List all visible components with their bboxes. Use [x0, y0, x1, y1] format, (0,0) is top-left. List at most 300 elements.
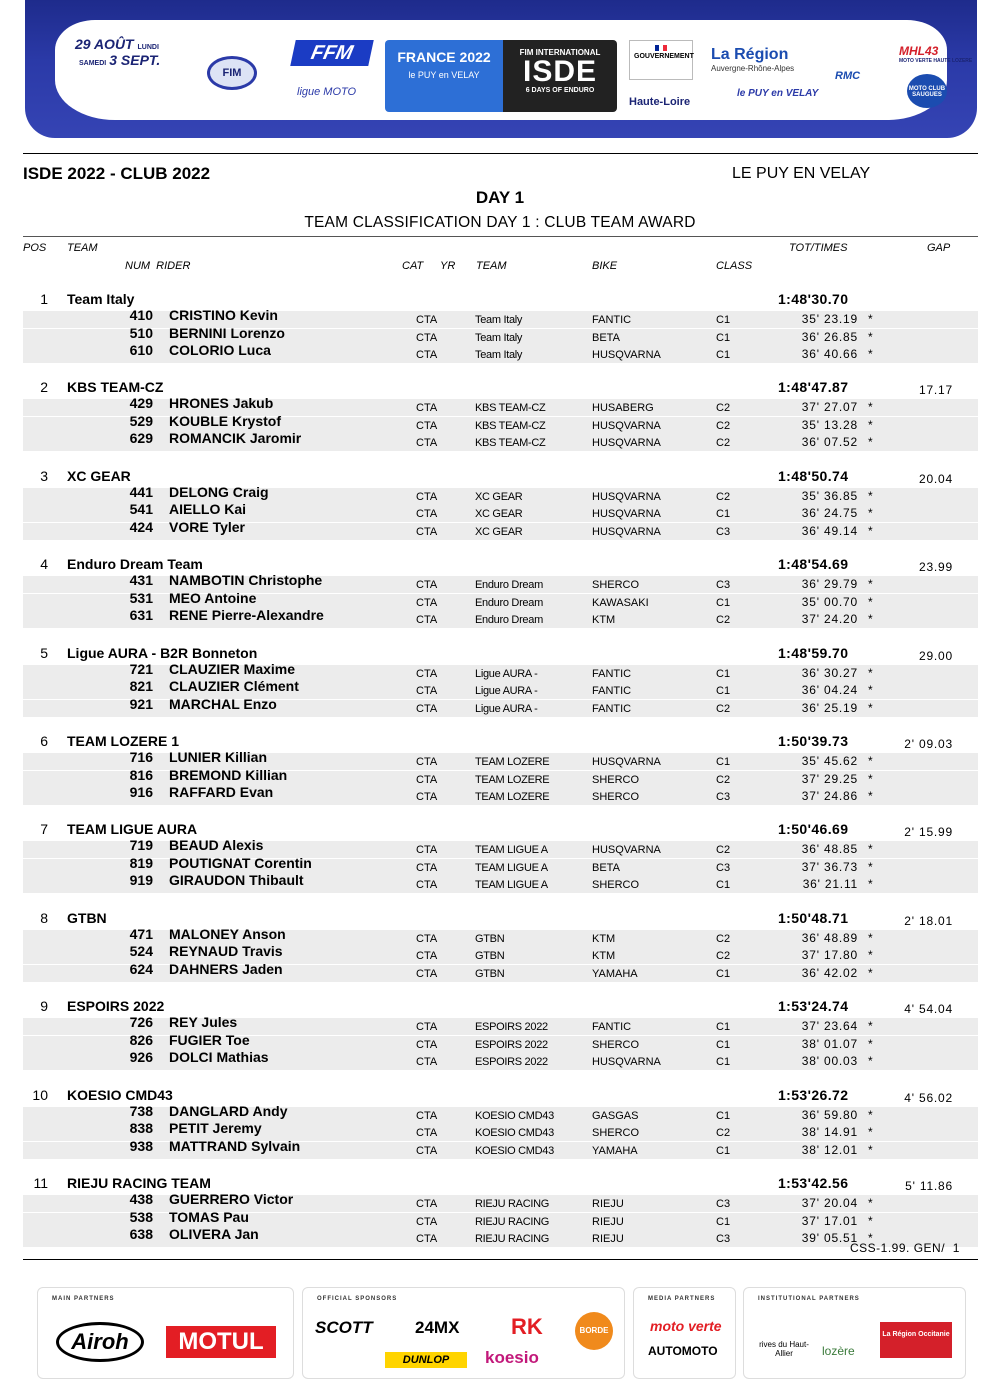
team-row [23, 380, 978, 397]
counted-marker: * [868, 417, 873, 432]
rk-logo: RK [511, 1314, 543, 1339]
rider-team: XC GEAR [475, 490, 523, 503]
rider-bike: HUSQVARNA [592, 525, 661, 538]
rider-name: PETIT Jeremy [169, 1120, 262, 1137]
rider-class: C1 [716, 967, 731, 980]
rider-time: 36' 04.24 [801, 683, 858, 698]
rider-bike: HUSQVARNA [592, 844, 661, 857]
moto-club-saugues-logo: MOTO CLUB SAUGUES [907, 74, 947, 108]
rider-class: C2 [716, 702, 731, 715]
rider-name: MARCHAL Enzo [169, 695, 277, 712]
counted-marker: * [868, 1196, 873, 1210]
rider-team: KOESIO CMD43 [475, 1109, 554, 1122]
team-position: 11 [33, 1175, 48, 1191]
rider-name: DELONG Craig [169, 483, 269, 500]
team-row [23, 999, 978, 1016]
rider-row [23, 324, 978, 346]
rider-name: RAFFARD Evan [169, 784, 274, 800]
counted-marker: * [868, 965, 873, 980]
col-team: TEAM [67, 242, 98, 254]
rider-time: 35' 13.28 [801, 417, 858, 432]
rider-row [23, 430, 978, 451]
rider-category: CTA [416, 1198, 438, 1210]
rider-number: 721 [129, 660, 153, 677]
rider-team: TEAM LIGUE A [475, 879, 548, 892]
team-name: XC GEAR [67, 467, 131, 484]
rider-bike: HUSABERG [592, 402, 654, 415]
team-row [23, 469, 978, 486]
rider-team: ESPOIRS 2022 [475, 1038, 548, 1051]
rider-name: BREMOND Killian [169, 766, 288, 783]
team-row [23, 1176, 978, 1193]
counted-marker: * [868, 312, 873, 326]
rider-time: 35' 23.19 [801, 312, 858, 326]
rider-row [23, 660, 978, 682]
rider-name: MALONEY Anson [169, 925, 286, 942]
rider-time: 38' 12.01 [801, 1142, 858, 1157]
rider-bike: SHERCO [592, 1038, 640, 1051]
rider-bike: KTM [592, 932, 616, 945]
rider-number: 726 [129, 1014, 153, 1031]
rider-class: C2 [716, 932, 731, 945]
counted-marker: * [868, 789, 873, 803]
rider-category: CTA [416, 791, 438, 803]
rider-team: Enduro Dream [475, 596, 543, 609]
rider-class: C1 [716, 349, 731, 361]
rider-team: RIEJU RACING [475, 1215, 550, 1228]
rider-number: 738 [129, 1102, 153, 1119]
rider-number: 819 [129, 854, 153, 871]
rider-class: C1 [716, 314, 731, 326]
rider-number: 538 [129, 1208, 153, 1225]
rider-class: C2 [716, 773, 731, 786]
rider-category: CTA [416, 773, 438, 786]
rider-time: 37' 23.64 [801, 1019, 858, 1034]
rider-time: 36' 24.75 [801, 506, 858, 521]
rider-category: CTA [416, 702, 438, 715]
rider-name: OLIVERA Jan [169, 1226, 259, 1242]
rider-name: MEO Antoine [169, 589, 257, 606]
rider-name: GUERRERO Victor [169, 1191, 294, 1207]
rider-class: C2 [716, 402, 731, 415]
counted-marker: * [868, 577, 873, 592]
rider-bike: HUSQVARNA [592, 1056, 661, 1069]
header-banner [25, 0, 977, 138]
rider-number: 624 [129, 960, 153, 977]
rider-row [23, 1120, 978, 1141]
rider-name: TOMAS Pau [169, 1208, 249, 1225]
rider-row [23, 589, 978, 611]
rider-number: 631 [129, 607, 153, 624]
rider-name: REY Jules [169, 1014, 238, 1031]
rider-category: CTA [416, 525, 438, 538]
team-row [23, 646, 978, 663]
rider-name: DAHNERS Jaden [169, 960, 283, 977]
rider-time: 37' 36.73 [801, 859, 858, 874]
counted-marker: * [868, 1036, 873, 1051]
rider-row [23, 1226, 978, 1247]
rider-number: 716 [129, 749, 153, 765]
rider-category: CTA [416, 596, 438, 609]
rider-class: C1 [716, 1056, 731, 1069]
rider-number: 441 [129, 483, 153, 500]
rider-class: C1 [716, 756, 731, 768]
team-total-time: 1:48'59.70 [778, 644, 849, 661]
team-total-time: 1:50'39.73 [778, 733, 849, 749]
rider-time: 36' 29.79 [801, 577, 858, 592]
counted-marker: * [868, 612, 873, 627]
rider-number: 938 [129, 1137, 153, 1154]
rider-name: BERNINI Lorenzo [169, 324, 285, 341]
event-dates: 29 AOÛT LUNDI SAMEDI 3 SEPT. [75, 36, 161, 68]
rider-team: GTBN [475, 967, 505, 980]
rider-category: CTA [416, 402, 438, 415]
rider-name: ROMANCIK Jaromir [169, 430, 302, 447]
rider-category: CTA [416, 685, 438, 698]
rider-row [23, 1208, 978, 1230]
rider-number: 629 [129, 430, 153, 447]
rider-row [23, 607, 978, 628]
rider-class: C1 [716, 331, 731, 344]
dunlop-logo: DUNLOP [385, 1352, 467, 1368]
rider-row [23, 395, 978, 416]
rider-bike: FANTIC [592, 667, 632, 680]
rider-category: CTA [416, 1109, 438, 1122]
rider-bike: FANTIC [592, 685, 632, 698]
rider-class: C1 [716, 508, 731, 521]
rider-name: GIRAUDON Thibault [169, 872, 304, 889]
rider-team: Enduro Dream [475, 579, 543, 592]
rider-bike: HUSQVARNA [592, 437, 661, 450]
rider-team: GTBN [475, 950, 505, 963]
team-gap: 4' 56.02 [904, 1090, 953, 1105]
rider-name: COLORIO Luca [169, 342, 271, 358]
rider-class: C2 [716, 419, 731, 432]
rider-number: 826 [129, 1031, 153, 1048]
team-total-time: 1:50'46.69 [778, 821, 849, 838]
rider-team: KOESIO CMD43 [475, 1144, 554, 1157]
rider-number: 429 [129, 395, 153, 412]
rider-time: 36' 25.19 [801, 700, 858, 715]
region-logo: La Région Auvergne-Rhône-Alpes [711, 46, 795, 73]
rider-bike: FANTIC [592, 1021, 632, 1034]
rider-bike: HUSQVARNA [592, 349, 661, 361]
team-position: 2 [40, 379, 48, 396]
team-gap: 2' 09.03 [904, 737, 953, 751]
col-pos: POS [23, 242, 47, 254]
rider-bike: HUSQVARNA [592, 756, 661, 768]
rider-time: 36' 48.85 [801, 842, 858, 857]
rider-row [23, 872, 978, 893]
rider-number: 638 [129, 1226, 153, 1242]
table-divider-bottom [23, 1259, 978, 1260]
rider-category: CTA [416, 437, 438, 450]
rider-team: TEAM LIGUE A [475, 844, 548, 857]
rider-team: XC GEAR [475, 508, 523, 521]
rider-time: 37' 27.07 [801, 400, 858, 415]
rider-category: CTA [416, 508, 438, 521]
rider-name: CRISTINO Kevin [169, 307, 278, 323]
rider-number: 541 [129, 501, 153, 518]
rider-row [23, 1137, 978, 1159]
rider-row [23, 1191, 978, 1212]
rider-category: CTA [416, 419, 438, 432]
rider-bike: FANTIC [592, 702, 632, 715]
counted-marker: * [868, 877, 873, 892]
rider-class: C1 [716, 1215, 731, 1228]
rider-number: 838 [129, 1120, 153, 1137]
rider-name: NAMBOTIN Christophe [169, 572, 323, 589]
rider-row [23, 837, 978, 858]
team-row [23, 734, 978, 751]
counted-marker: * [868, 347, 873, 361]
rider-class: C1 [716, 596, 731, 609]
col-team-2: TEAM [476, 260, 507, 272]
rider-number: 816 [129, 766, 153, 783]
airoh-logo: Airoh [56, 1322, 144, 1362]
team-name: KOESIO CMD43 [67, 1086, 173, 1103]
rider-team: ESPOIRS 2022 [475, 1021, 548, 1034]
rider-class: C3 [716, 579, 731, 592]
counted-marker: * [868, 859, 873, 874]
rider-bike: KTM [592, 614, 616, 627]
rider-bike: SHERCO [592, 1127, 640, 1140]
counted-marker: * [868, 1019, 873, 1034]
rider-bike: SHERCO [592, 791, 640, 803]
rider-team: Team Italy [475, 314, 523, 326]
rider-row [23, 943, 978, 964]
counted-marker: * [868, 329, 873, 344]
rider-bike: YAMAHA [592, 967, 638, 980]
col-num-rider: NUM RIDER [125, 260, 191, 272]
team-position: 9 [40, 998, 48, 1015]
rider-time: 36' 59.80 [801, 1107, 858, 1122]
rider-number: 531 [129, 589, 153, 606]
motul-logo: MOTUL [166, 1326, 276, 1358]
rider-team: ESPOIRS 2022 [475, 1056, 548, 1069]
rider-category: CTA [416, 950, 438, 963]
counted-marker: * [868, 523, 873, 538]
main-partners-box: MAIN PARTNERS Airoh MOTUL [37, 1287, 294, 1379]
team-position: 8 [40, 909, 48, 926]
moto-verte-logo: moto verte [650, 1318, 722, 1334]
rider-number: 431 [129, 572, 153, 589]
rider-time: 36' 48.89 [801, 930, 858, 945]
col-bike: BIKE [592, 260, 618, 272]
rider-bike: KAWASAKI [592, 596, 649, 609]
col-gap: GAP [927, 242, 951, 254]
rider-class: C1 [716, 1038, 731, 1051]
rider-team: KOESIO CMD43 [475, 1127, 554, 1140]
team-gap: 4' 54.04 [904, 1002, 953, 1017]
rider-team: TEAM LOZERE [475, 756, 550, 768]
rider-row [23, 960, 978, 982]
team-name: GTBN [67, 909, 107, 926]
rider-team: TEAM LIGUE A [475, 861, 548, 874]
counted-marker: * [868, 435, 873, 450]
koesio-logo: koesio [485, 1348, 539, 1367]
rider-time: 36' 30.27 [801, 665, 858, 680]
team-row [23, 1088, 978, 1105]
team-gap: 23.99 [918, 560, 953, 575]
rider-number: 921 [129, 695, 153, 712]
rider-team: KBS TEAM-CZ [475, 419, 546, 432]
counted-marker: * [868, 665, 873, 680]
rider-bike: KTM [592, 950, 616, 963]
rider-name: KOUBLE Krystof [169, 412, 282, 429]
rider-number: 610 [129, 342, 153, 358]
team-gap: 17.17 [918, 383, 953, 398]
rider-category: CTA [416, 967, 438, 980]
rider-bike: SHERCO [592, 579, 640, 592]
rider-class: C1 [716, 1109, 731, 1122]
rider-team: Team Italy [475, 349, 523, 361]
col-tot-times: TOT/TIMES [789, 242, 848, 254]
rider-category: CTA [416, 844, 438, 857]
rider-team: KBS TEAM-CZ [475, 402, 546, 415]
rider-number: 529 [129, 412, 153, 429]
rider-number: 821 [129, 678, 153, 695]
counted-marker: * [868, 842, 873, 857]
rider-time: 37' 24.86 [801, 789, 858, 803]
counted-marker: * [868, 683, 873, 698]
counted-marker: * [868, 930, 873, 945]
rider-time: 37' 17.01 [801, 1213, 858, 1228]
rider-time: 35' 00.70 [801, 594, 858, 609]
rider-number: 438 [129, 1191, 153, 1207]
rider-name: BEAUD Alexis [169, 837, 264, 854]
team-position: 5 [40, 644, 48, 661]
rider-name: LUNIER Killian [169, 749, 268, 765]
rider-category: CTA [416, 667, 438, 680]
column-divider [23, 236, 978, 237]
rider-row [23, 1014, 978, 1035]
ffm-logo: FFM [290, 40, 374, 66]
counted-marker: * [868, 1125, 873, 1140]
rider-category: CTA [416, 1215, 438, 1228]
team-name: RIEJU RACING TEAM [67, 1175, 211, 1191]
title-divider-top [23, 153, 978, 154]
rider-row [23, 854, 978, 876]
counted-marker: * [868, 1107, 873, 1122]
team-total-time: 1:53'42.56 [778, 1175, 849, 1191]
puy-en-velay-logo: le PUY en VELAY [737, 88, 819, 99]
rider-number: 919 [129, 872, 153, 889]
rider-row [23, 1102, 978, 1124]
rider-number: 410 [129, 307, 153, 323]
rider-time: 36' 40.66 [801, 347, 858, 361]
rider-class: C1 [716, 685, 731, 698]
rider-time: 38' 14.91 [801, 1125, 858, 1140]
rider-team: TEAM LOZERE [475, 773, 550, 786]
rider-class: C1 [716, 667, 731, 680]
counted-marker: * [868, 594, 873, 609]
rider-category: CTA [416, 1021, 438, 1034]
rider-class: C3 [716, 1233, 731, 1245]
rider-team: Enduro Dream [475, 614, 543, 627]
rider-time: 37' 24.20 [801, 612, 858, 627]
rider-category: CTA [416, 932, 438, 945]
rider-bike: BETA [592, 861, 620, 874]
day-title: DAY 1 [475, 188, 525, 207]
rider-row [23, 749, 978, 770]
team-position: 4 [40, 556, 48, 573]
team-total-time: 1:48'47.87 [778, 379, 849, 396]
col-yr: YR [440, 260, 456, 272]
rider-class: C1 [716, 879, 731, 892]
counted-marker: * [868, 506, 873, 521]
counted-marker: * [868, 1231, 873, 1245]
rider-team: RIEJU RACING [475, 1233, 550, 1245]
scott-logo: SCOTT [315, 1318, 373, 1337]
team-total-time: 1:53'24.74 [778, 998, 849, 1015]
rider-name: AIELLO Kai [169, 501, 247, 518]
counted-marker: * [868, 1142, 873, 1157]
team-name: ESPOIRS 2022 [67, 998, 165, 1015]
rider-name: MATTRAND Sylvain [169, 1137, 301, 1154]
counted-marker: * [868, 488, 873, 503]
rider-name: FUGIER Toe [169, 1031, 250, 1048]
gouvernement-logo: GOUVERNEMENT [629, 40, 693, 80]
counted-marker: * [868, 1213, 873, 1228]
team-gap: 5' 11.86 [905, 1179, 953, 1193]
rider-team: TEAM LOZERE [475, 791, 550, 803]
rider-name: POUTIGNAT Corentin [169, 854, 312, 871]
footer-note: CSS-1.99. GEN/ 1 [850, 1241, 960, 1255]
rider-team: GTBN [475, 932, 505, 945]
team-name: KBS TEAM-CZ [67, 379, 164, 396]
rider-class: C2 [716, 437, 731, 450]
rider-time: 35' 45.62 [801, 754, 858, 768]
rider-class: C2 [716, 1127, 731, 1140]
automoto-logo: AUTOMOTO [648, 1344, 718, 1358]
rider-team: Ligue AURA - [475, 702, 538, 715]
col-class: CLASS [716, 260, 753, 272]
rider-time: 36' 21.11 [802, 877, 858, 892]
rider-category: CTA [416, 349, 438, 361]
rider-row [23, 678, 978, 699]
rider-time: 36' 42.02 [801, 965, 858, 980]
rider-row [23, 342, 978, 363]
rider-team: KBS TEAM-CZ [475, 437, 546, 450]
team-total-time: 1:50'48.71 [778, 909, 849, 926]
team-gap: 29.00 [918, 648, 953, 663]
rider-name: DOLCI Mathias [169, 1049, 269, 1066]
rider-time: 39' 05.51 [801, 1231, 858, 1245]
col-cat: CAT [402, 260, 424, 272]
rider-bike: SHERCO [592, 879, 640, 892]
rider-bike: HUSQVARNA [592, 508, 661, 521]
counted-marker: * [868, 700, 873, 715]
rider-class: C3 [716, 525, 731, 538]
team-total-time: 1:53'26.72 [778, 1086, 849, 1103]
rider-number: 916 [129, 784, 153, 800]
fim-logo: FIM [207, 56, 257, 90]
24mx-logo: 24MX [415, 1318, 460, 1337]
rider-class: C3 [716, 791, 731, 803]
team-name: Ligue AURA - B2R Bonneton [67, 644, 258, 661]
team-gap: 2' 18.01 [904, 913, 953, 928]
team-total-time: 1:48'50.74 [778, 467, 849, 484]
rider-row [23, 518, 978, 540]
team-name: Team Italy [67, 291, 135, 307]
team-position: 3 [40, 467, 48, 484]
rider-number: 719 [129, 837, 153, 854]
rider-bike: RIEJU [592, 1215, 624, 1228]
lozere-logo: lozère [822, 1344, 855, 1358]
rider-time: 36' 26.85 [801, 329, 858, 344]
rider-name: DANGLARD Andy [169, 1102, 288, 1119]
